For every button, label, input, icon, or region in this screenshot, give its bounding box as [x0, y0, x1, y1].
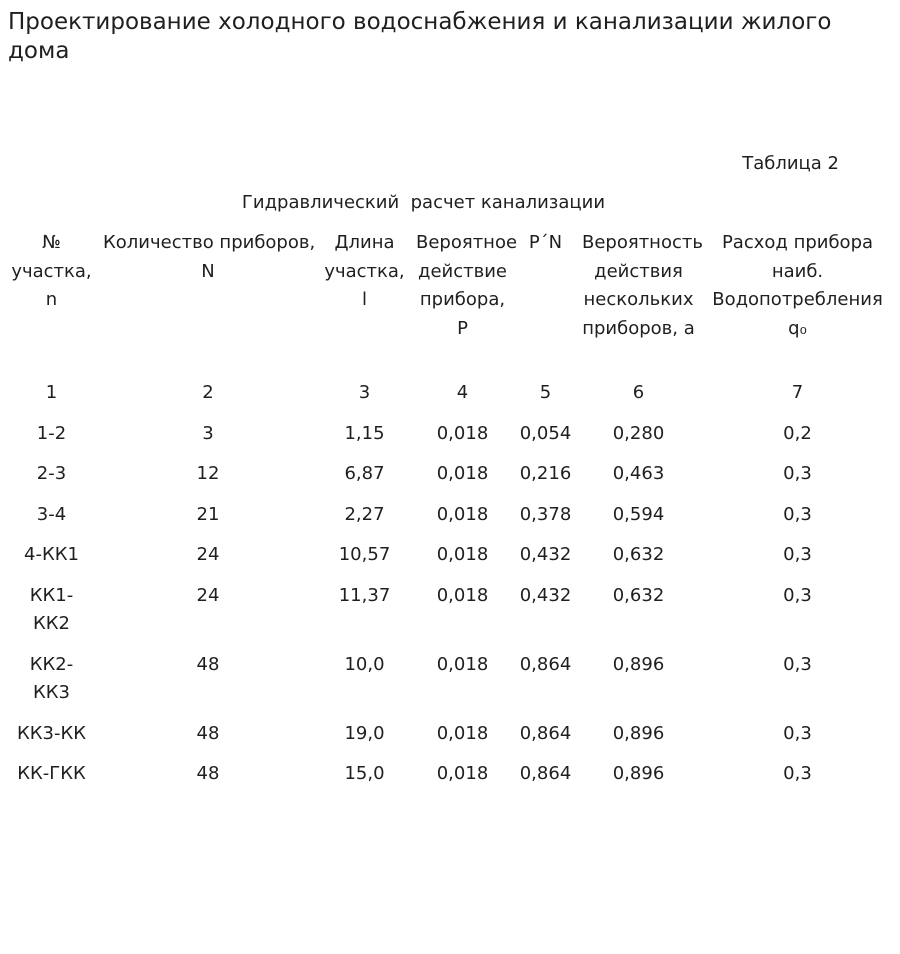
table-cell: 0,054	[519, 422, 572, 444]
table-cell: 0,378	[519, 503, 572, 525]
header-cell: Длина участка, l	[324, 232, 405, 310]
table-cell: 0,216	[519, 463, 572, 484]
column-number-cell: 2	[202, 382, 214, 403]
table-cell: 1-2	[36, 422, 67, 444]
table-cell: 12	[196, 463, 220, 484]
table-cell: 3	[202, 422, 214, 444]
table-cell: 0,3	[783, 463, 812, 484]
table-cell: 0,3	[783, 653, 812, 675]
column-number-cell: 5	[539, 382, 552, 403]
table-row	[0, 754, 900, 795]
table-row	[0, 454, 900, 495]
header-cell: Вероятное действие прибора, P	[416, 232, 518, 339]
table-row	[0, 414, 900, 455]
table-cell: 0,864	[519, 653, 572, 675]
table-cell: 0,018	[436, 422, 489, 444]
table-cell: 21	[196, 503, 220, 525]
table-cell: 48	[196, 722, 220, 744]
table-cell: 0,018	[436, 544, 489, 565]
table-number: Таблица 2	[742, 153, 839, 174]
table-cell: 0,018	[436, 463, 489, 484]
table-cell: 0,3	[783, 584, 812, 606]
table-viewport	[0, 229, 883, 869]
table-cell: 0,632	[612, 584, 665, 606]
table-cell: 2-3	[36, 463, 67, 484]
table-cell: 0,3	[783, 544, 812, 565]
table-cell: 0,632	[612, 544, 665, 565]
table-row	[0, 714, 900, 755]
table-cell: 0,018	[436, 584, 489, 606]
header-cell: Вероятность действия нескольких приборов, a	[582, 232, 703, 339]
table-cell: 3-4	[36, 503, 67, 525]
table-cell: 48	[196, 763, 220, 784]
column-number-cell: 1	[45, 382, 58, 403]
table-cell: 0,018	[436, 763, 489, 784]
column-number-cell: 7	[791, 382, 804, 403]
table-cell: КК2- КК3	[29, 653, 74, 703]
column-number-row	[0, 373, 900, 414]
table-cell: 0,018	[436, 503, 489, 525]
table-cell: 4-КК1	[24, 544, 79, 565]
table-cell: 6,87	[344, 463, 385, 484]
header-row	[0, 229, 900, 373]
table-cell: КК3-КК	[16, 722, 87, 744]
table-row	[0, 495, 900, 536]
table-cell: 0,280	[612, 422, 665, 444]
table-cell: 0,3	[783, 503, 812, 525]
table-row	[0, 535, 900, 576]
table-cell: 0,864	[519, 763, 572, 784]
table-cell: 0,594	[612, 503, 665, 525]
table-cell: 0,896	[612, 653, 665, 675]
document-title: Проектирование холодного водоснабжения и канализации жилого дома	[8, 9, 832, 64]
table-cell: 24	[196, 584, 220, 606]
table-cell: 0,018	[436, 722, 489, 744]
table-cell: 0,3	[783, 722, 812, 744]
header-cell: P´N	[528, 232, 563, 253]
table-cell: 0,896	[612, 763, 665, 784]
table-cell: 2,27	[344, 503, 385, 525]
table-cell: 1,15	[344, 422, 385, 444]
table-cell: 0,432	[519, 584, 572, 606]
table-cell: 0,018	[436, 653, 489, 675]
column-number-cell: 4	[456, 382, 469, 403]
table-cell: 0,864	[519, 722, 572, 744]
table-row	[0, 576, 900, 645]
table-caption	[0, 191, 847, 215]
table-row	[0, 645, 900, 714]
table-cell: 11,37	[338, 584, 391, 606]
table-cell: 0,432	[519, 544, 572, 565]
table-cell: КК1- КК2	[29, 584, 74, 634]
table-cell: 0,896	[612, 722, 665, 744]
column-number-cell: 3	[358, 382, 371, 403]
table-caption-text: Гидравлический расчет канализации	[241, 192, 606, 213]
table-cell: 0,2	[783, 422, 812, 444]
table-cell: 10,57	[338, 544, 391, 565]
header-cell: № участка, n	[11, 232, 92, 310]
table-cell: 10,0	[344, 653, 385, 675]
table-cell: 24	[196, 544, 220, 565]
table-cell: 0,3	[783, 763, 812, 784]
table-cell: КК-ГКК	[17, 763, 86, 784]
column-number-cell: 6	[632, 382, 645, 403]
table-cell: 15,0	[344, 763, 385, 784]
table-cell: 0,463	[612, 463, 665, 484]
header-cell: Расход прибора наиб. Водопотребления q₀	[712, 232, 883, 339]
header-cell: Количество приборов, N	[103, 232, 316, 282]
table-cell: 48	[196, 653, 220, 675]
sewer-calculation-table	[0, 229, 900, 795]
table-cell: 19,0	[344, 722, 385, 744]
